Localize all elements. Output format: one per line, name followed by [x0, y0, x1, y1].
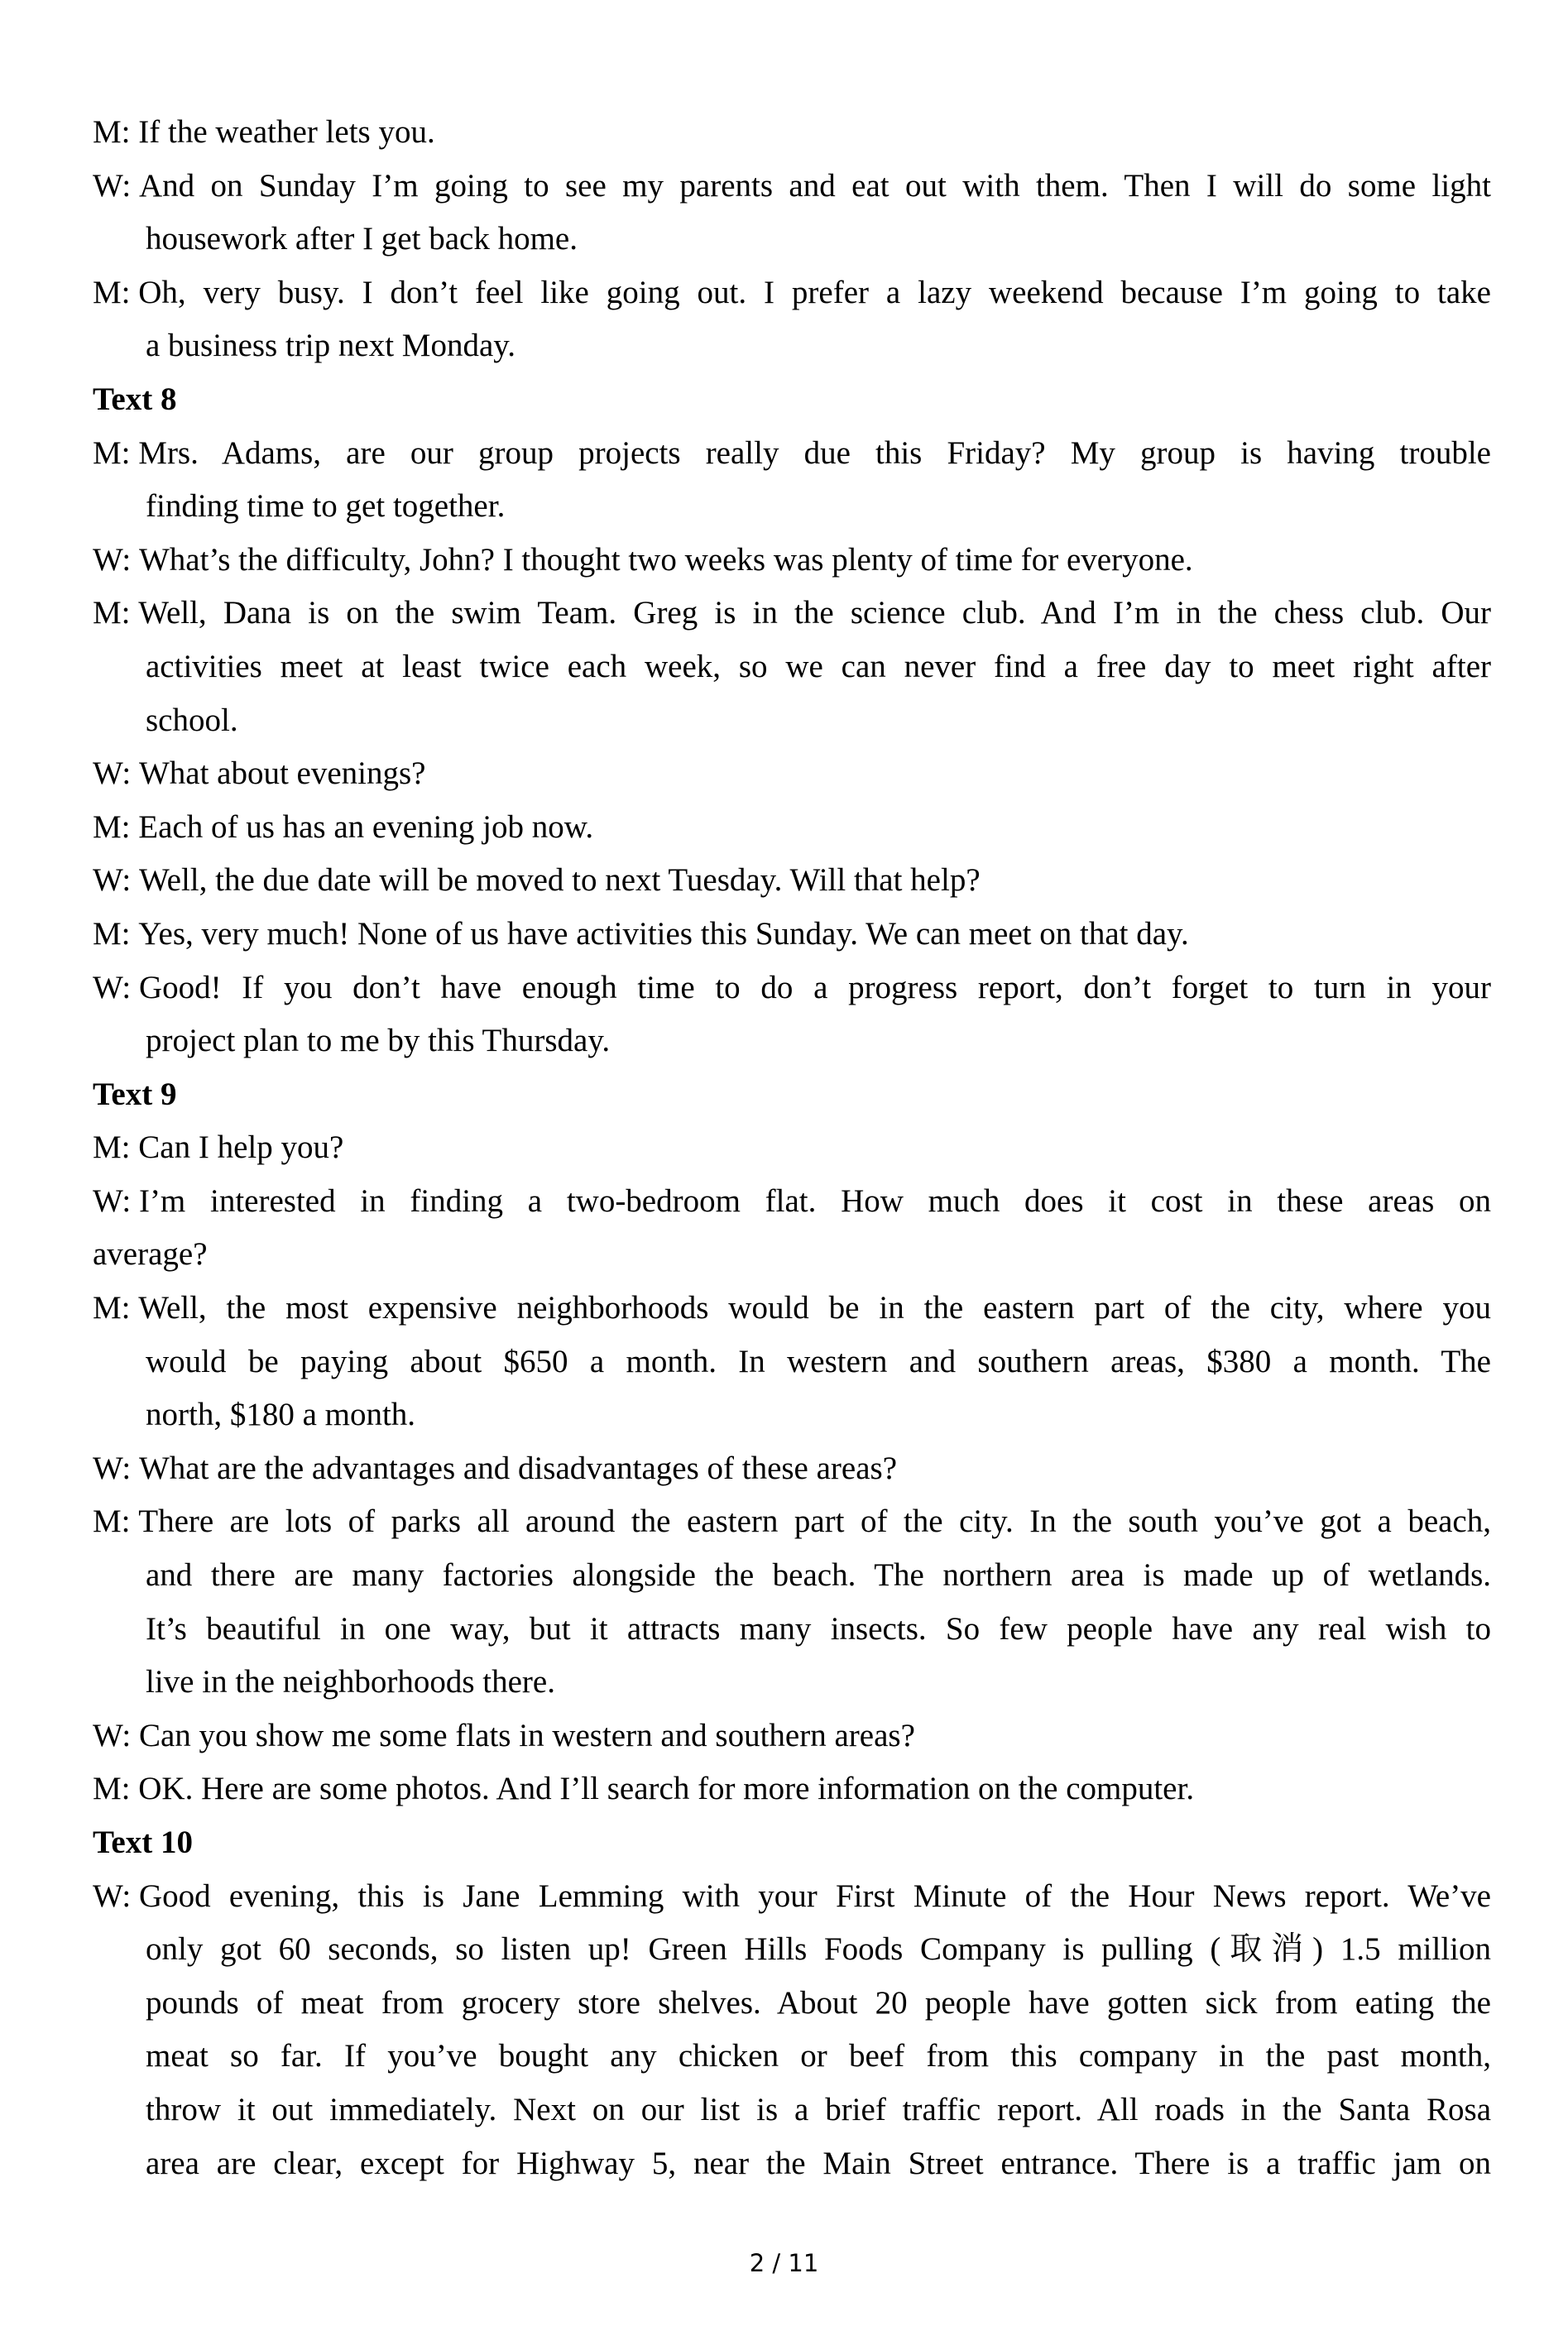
- page-number: 2 / 11: [749, 2249, 819, 2277]
- section-heading: Text 10: [93, 1825, 193, 1860]
- speaker-label: M:: [93, 114, 131, 150]
- text-line: [93, 1014, 1491, 1068]
- line-text: OK. Here are some photos. And I’ll search for more information on the computer.: [138, 1771, 1195, 1807]
- line-text: live in the neighborhoods there.: [146, 1664, 555, 1700]
- dialogue-turn: [93, 908, 1491, 962]
- speaker-label: M:: [93, 1129, 131, 1166]
- speaker-label: M:: [93, 915, 131, 952]
- dialogue-turn: [93, 587, 1491, 747]
- speaker-label: W:: [93, 755, 132, 792]
- dialogue-turn: [93, 1282, 1491, 1442]
- line-text: project plan to me by this Thursday.: [146, 1023, 611, 1059]
- dialogue-turn: [93, 1175, 1491, 1282]
- text-line: [93, 1121, 1491, 1175]
- line-text: Can you show me some flats in western and southern areas?: [138, 1717, 915, 1753]
- section-heading: Text 8: [93, 381, 177, 417]
- line-text: Good! If you don’t have enough time to do a progress report, don’t forget to turn in your: [138, 969, 1491, 1005]
- dialogue-turn: [93, 427, 1491, 534]
- text-line: [93, 427, 1491, 481]
- speaker-label: M:: [93, 1771, 131, 1807]
- line-text: housework after I get back home.: [146, 221, 578, 257]
- dialogue-turn: [93, 160, 1491, 266]
- text-line: [93, 694, 1491, 748]
- line-text: Can I help you?: [138, 1129, 344, 1166]
- line-text: only got 60 seconds, so listen up! Green Hills Foods Company is pulling (取消) 1.5 million: [146, 1931, 1491, 1968]
- text-line: [93, 1495, 1491, 1549]
- dialogue-turn: [93, 1762, 1491, 1816]
- text-line: [93, 1870, 1491, 1924]
- text-line: [93, 266, 1491, 320]
- line-text: and there are many factories alongside the beach. The northern area is made up of wetlands.: [146, 1557, 1491, 1594]
- line-text: activities meet at least twice each week, so we can never find a free day to meet right after: [146, 648, 1491, 684]
- text-line: [93, 747, 1491, 801]
- line-text: Well, Dana is on the swim Team. Greg is in the science club. And I’m in the chess club. Our: [138, 595, 1491, 631]
- dialogue-turn: [93, 1442, 1491, 1496]
- line-text: Oh, very busy. I don’t feel like going out. I prefer a lazy weekend because I’m going to take: [138, 274, 1491, 310]
- line-text: Well, the most expensive neighborhoods would be in the eastern part of the city, where you: [138, 1290, 1491, 1326]
- dialogue-turn: [93, 1710, 1491, 1763]
- speaker-label: W:: [93, 541, 132, 578]
- text-line: [93, 854, 1491, 908]
- speaker-label: M:: [93, 1504, 131, 1540]
- line-text: What are the advantages and disadvantages of these areas?: [138, 1450, 898, 1486]
- text-line: [93, 160, 1491, 213]
- dialogue-turn: [93, 1121, 1491, 1175]
- text-line: [93, 1656, 1491, 1710]
- text-line: [93, 908, 1491, 962]
- dialogue-turn: [93, 1495, 1491, 1709]
- speaker-label: M:: [93, 274, 131, 310]
- speaker-label: M:: [93, 595, 131, 631]
- text-line: [93, 480, 1491, 534]
- line-text: pounds of meat from grocery store shelves. About 20 people have gotten sick from eating the: [146, 1984, 1491, 2021]
- text-line: [93, 534, 1491, 588]
- text-line: [93, 1762, 1491, 1816]
- speaker-label: W:: [93, 1182, 132, 1219]
- speaker-label: W:: [93, 167, 132, 204]
- dialogue-turn: [93, 266, 1491, 373]
- line-text: I’m interested in finding a two-bedroom flat. How much does it cost in these areas on: [138, 1182, 1491, 1219]
- dialogue-turn: [93, 534, 1491, 588]
- speaker-label: M:: [93, 808, 131, 845]
- line-text: Mrs. Adams, are our group projects really due this Friday? My group is having trouble: [138, 434, 1491, 471]
- line-text: finding time to get together.: [146, 488, 506, 525]
- speaker-label: W:: [93, 862, 132, 899]
- dialogue-turn: [93, 801, 1491, 855]
- line-text: Well, the due date will be moved to next Tuesday. Will that help?: [138, 862, 981, 899]
- line-text: Yes, very much! None of us have activities this Sunday. We can meet on that day.: [138, 915, 1189, 952]
- document-page: [93, 106, 1491, 2190]
- line-text: What’s the difficulty, John? I thought two weeks was plenty of time for everyone.: [138, 541, 1193, 578]
- dialogue-turn: [93, 747, 1491, 801]
- dialogue-turn: [93, 962, 1491, 1068]
- text-line: [93, 319, 1491, 373]
- line-text: meat so far. If you’ve bought any chicken or beef from this company in the past month,: [146, 2038, 1491, 2074]
- line-text: a business trip next Monday.: [146, 328, 515, 364]
- text-line: [93, 1442, 1491, 1496]
- line-text: And on Sunday I’m going to see my parents and eat out with them. Then I will do some light: [138, 167, 1491, 204]
- text-line: [93, 1282, 1491, 1336]
- line-text: would be paying about $650 a month. In western and southern areas, $380 a month. The: [146, 1343, 1491, 1379]
- text-line: [93, 1710, 1491, 1763]
- text-line: [93, 106, 1491, 160]
- section-heading: Text 9: [93, 1076, 177, 1112]
- line-text: What about evenings?: [138, 755, 426, 792]
- text-line: [93, 587, 1491, 640]
- dialogue-turn: [93, 1870, 1491, 2191]
- line-text: north, $180 a month.: [146, 1397, 416, 1433]
- text-line: [93, 962, 1491, 1015]
- line-text: area are clear, except for Highway 5, near the Main Street entrance. There is a traffic jam on: [146, 2145, 1491, 2181]
- speaker-label: W:: [93, 1717, 132, 1753]
- text-line: [93, 1175, 1491, 1229]
- text-line: [93, 1923, 1491, 1977]
- text-line: [93, 2030, 1491, 2084]
- line-text: average?: [93, 1236, 208, 1273]
- dialogue-turn: [93, 854, 1491, 908]
- text-line: [93, 2137, 1491, 2191]
- line-text: If the weather lets you.: [138, 114, 435, 150]
- text-line: [93, 1388, 1491, 1442]
- text-line: [93, 213, 1491, 266]
- text-line: [93, 1336, 1491, 1389]
- line-text: It’s beautiful in one way, but it attracts many insects. So few people have any real wish to: [146, 1610, 1491, 1647]
- text-line: [93, 801, 1491, 855]
- text-line: [93, 2084, 1491, 2137]
- text-line: [93, 1603, 1491, 1657]
- speaker-label: M:: [93, 434, 131, 471]
- text-line: [93, 640, 1491, 694]
- speaker-label: W:: [93, 1450, 132, 1486]
- text-line: [93, 1977, 1491, 2031]
- line-text: throw it out immediately. Next on our list is a brief traffic report. All roads in the Santa Rosa: [146, 2091, 1491, 2127]
- text-line: [93, 1549, 1491, 1603]
- dialogue-turn: [93, 106, 1491, 160]
- line-text: school.: [146, 702, 238, 738]
- line-text: Each of us has an evening job now.: [138, 808, 594, 845]
- text-line: [93, 1228, 1491, 1282]
- line-text: There are lots of parks all around the eastern part of the city. In the south you’ve got a beach,: [138, 1504, 1491, 1540]
- speaker-label: W:: [93, 1878, 132, 1914]
- speaker-label: M:: [93, 1290, 131, 1326]
- line-text: Good evening, this is Jane Lemming with your First Minute of the Hour News report. We’ve: [138, 1878, 1491, 1914]
- speaker-label: W:: [93, 969, 132, 1005]
